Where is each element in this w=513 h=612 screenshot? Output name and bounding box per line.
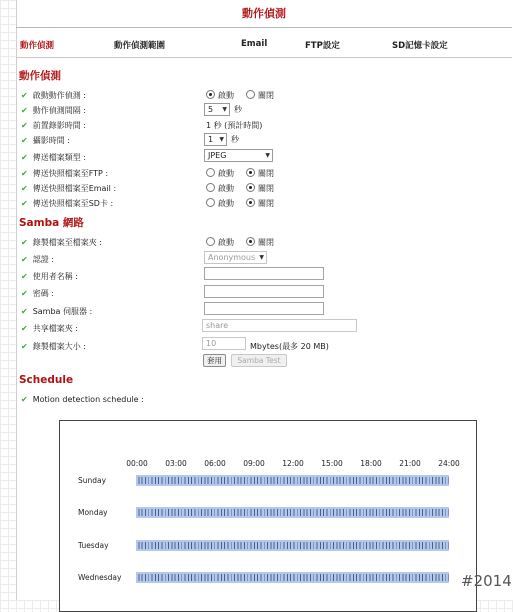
sd-card-text: 傳送快照檔案至SD卡 : [32,199,114,208]
file-size-input[interactable]: 10 [202,337,246,350]
tab-ftp-settings[interactable]: FTP設定 [305,41,340,51]
hour-label: 06:00 [204,459,226,468]
ftp-off-radio[interactable] [246,168,255,177]
auth-select[interactable] [204,251,267,264]
email-text: 傳送快照檔案至Email : [32,184,117,193]
file-size-unit: Mbytes(最多 20 MB) [250,342,329,351]
check-icon: ✔ [21,136,28,145]
hour-label: 18:00 [360,459,382,468]
check-icon: ✔ [21,106,28,115]
hour-label: 12:00 [282,459,304,468]
email-on-radio[interactable] [206,183,215,192]
ftp-on-radio[interactable] [206,168,215,177]
pre-record-value: 1 秒 (預計時間) [206,121,263,130]
off-label: 關閉 [258,184,274,193]
pre-record-label [21,120,86,131]
auth-label [21,254,54,265]
pre-record-text: 前置錄影時間 : [32,121,86,130]
file-size-label [21,341,86,352]
file-type-control [204,149,273,162]
off-label: 關閉 [258,199,274,208]
dropdown-arrow-icon: ▼ [265,152,270,159]
on-label: 啟動 [218,184,234,193]
sd-off-radio[interactable] [246,198,255,207]
enable-motion-text: 啟動動作偵測 : [32,91,86,100]
tab-detection-area[interactable]: 動作偵測範圍 [114,41,166,51]
sd-card-label [21,198,113,209]
interval-select[interactable] [204,103,230,116]
file-type-value: JPEG [208,151,227,160]
email-off-radio[interactable] [246,183,255,192]
check-icon: ✔ [21,184,28,193]
schedule-bar-tuesday[interactable] [136,540,449,551]
samba-server-label [21,306,92,317]
record-off-radio[interactable] [246,237,255,246]
on-label: 啟動 [218,199,234,208]
schedule-bar-wednesday[interactable] [136,572,449,583]
record-folder-text: 錄製檔案至檔案夾 : [32,238,102,247]
check-icon: ✔ [21,91,28,100]
username-label [21,271,78,282]
schedule-bar-sunday[interactable] [136,475,449,486]
off-label: 關閉 [258,91,274,100]
capture-unit: 秒 [231,135,239,144]
hour-label: 00:00 [126,459,148,468]
hour-label: 03:00 [165,459,187,468]
auth-text: 認證 : [32,255,54,264]
ftp-label [21,168,108,179]
share-folder-input[interactable]: share [202,319,357,332]
capture-time-text: 攝影時間 : [32,136,70,145]
check-icon: ✔ [21,199,28,208]
tab-email[interactable]: Email [241,39,268,49]
enable-motion-label [21,90,86,101]
schedule-section-title: Schedule [19,374,74,386]
samba-server-input[interactable] [204,302,324,315]
record-folder-label [21,237,102,248]
file-type-label [21,152,86,163]
check-icon: ✔ [21,238,28,247]
tab-sd-card-settings[interactable]: SD記憶卡設定 [392,41,448,51]
auth-control [204,251,267,264]
off-label: 關閉 [258,169,274,178]
hour-label: 24:00 [438,459,460,468]
password-label [21,288,54,299]
ftp-text: 傳送快照檔案至FTP : [32,169,109,178]
schedule-bar-monday[interactable] [136,507,449,518]
auth-value: Anonymous [208,253,256,262]
samba-server-text: Samba 伺服器 : [32,307,93,316]
samba-test-button[interactable]: Samba Test [231,354,287,367]
file-type-text: 傳送檔案類型 : [32,153,86,162]
share-folder-text: 共享檔案夾 : [32,324,78,333]
watermark: #2014 [461,572,512,590]
enable-motion-radios [206,90,274,101]
username-input[interactable] [204,267,324,280]
schedule-text: Motion detection schedule : [32,395,144,404]
check-icon: ✔ [21,121,28,130]
email-radios [206,183,274,194]
check-icon: ✔ [21,255,28,264]
hour-label: 15:00 [321,459,343,468]
tab-motion-detection[interactable]: 動作偵測 [20,41,55,51]
interval-value: 5 [208,105,214,114]
check-icon: ✔ [21,307,28,316]
sd-on-radio[interactable] [206,198,215,207]
day-label-wednesday: Wednesday [78,573,122,582]
off-label: 關閉 [258,238,274,247]
capture-value: 1 [208,135,214,144]
check-icon: ✔ [21,272,28,281]
interval-unit: 秒 [234,105,242,114]
motion-section-title: 動作偵測 [19,70,61,82]
check-icon: ✔ [21,153,28,162]
day-label-monday: Monday [78,508,108,517]
page-title: 動作偵測 [16,0,512,28]
apply-button[interactable]: 套用 [203,354,226,367]
dropdown-arrow-icon: ▼ [219,136,224,143]
interval-control [204,103,242,116]
email-label [21,183,116,194]
dropdown-arrow-icon: ▼ [259,254,264,261]
share-folder-label [21,323,78,334]
enable-motion-on-radio[interactable] [206,90,215,99]
check-icon: ✔ [21,395,28,404]
sd-card-radios [206,198,274,209]
capture-time-label [21,135,70,146]
capture-time-control [204,133,239,146]
check-icon: ✔ [21,169,28,178]
on-label: 啟動 [218,169,234,178]
username-text: 使用者名稱 : [32,272,78,281]
record-folder-radios [206,237,274,248]
samba-section-title: Samba 網路 [19,217,84,229]
interval-text: 動作偵測間隔 : [32,106,86,115]
password-input[interactable] [204,285,324,298]
check-icon: ✔ [21,289,28,298]
tab-bar [16,33,512,58]
day-label-sunday: Sunday [78,476,107,485]
ftp-radios [206,168,274,179]
password-text: 密碼 : [32,289,54,298]
on-label: 啟動 [218,238,234,247]
check-icon: ✔ [21,342,28,351]
enable-motion-off-radio[interactable] [246,90,255,99]
file-type-select[interactable] [204,149,273,162]
hour-label: 09:00 [243,459,265,468]
hour-label: 21:00 [399,459,421,468]
file-size-text: 錄製檔案大小 : [32,342,86,351]
dropdown-arrow-icon: ▼ [222,106,227,113]
schedule-label [21,395,144,404]
interval-label [21,105,86,116]
capture-time-select[interactable] [204,133,227,146]
check-icon: ✔ [21,324,28,333]
record-on-radio[interactable] [206,237,215,246]
on-label: 啟動 [218,91,234,100]
day-label-tuesday: Tuesday [78,541,109,550]
